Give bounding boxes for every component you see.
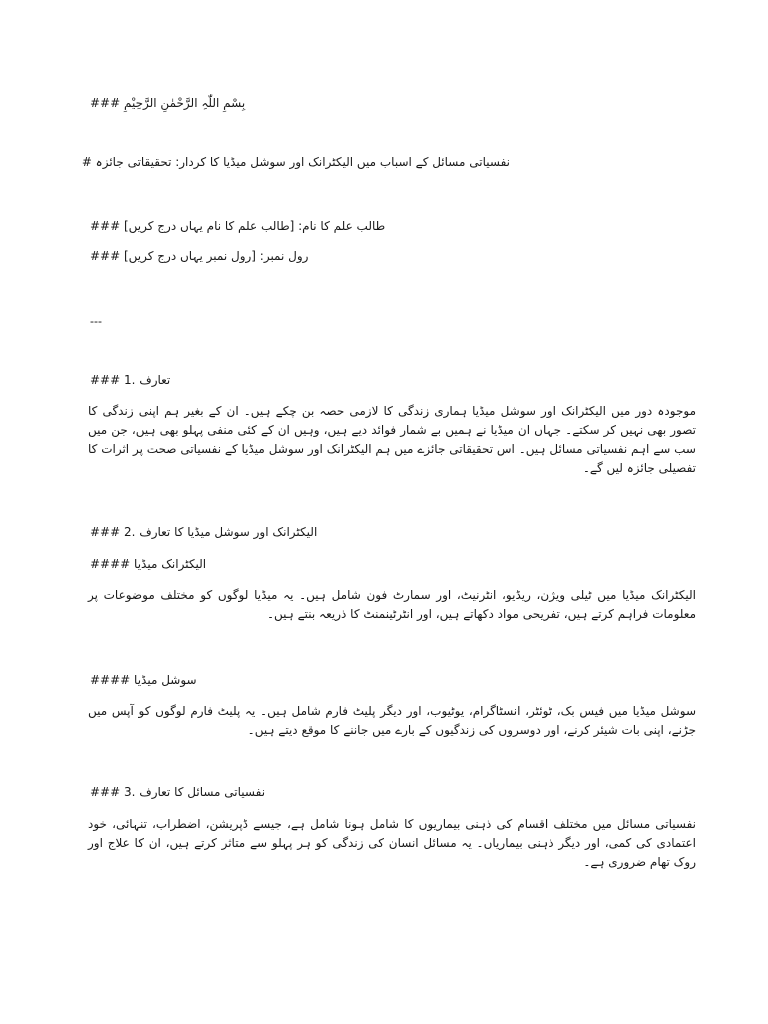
horizontal-divider: --- bbox=[90, 314, 102, 328]
social-media-paragraph: سوشل میڈیا میں فیس بک، ٹوئٹر، انسٹاگرام، یوٹیوب، اور دیگر پلیٹ فارم شامل ہیں۔ یہ پلیٹ فارم لوگوں کو آپس میں جڑنے، اپنی بات شیئر کرنے، اور دوسروں کی زندگیوں کے بارے میں جاننے کا موقع دیتے ہیں۔ bbox=[88, 704, 696, 737]
bismillah-heading: بِسْمِ اللّٰہِ الرَّحْمٰنِ الرَّحِیْمِ ### bbox=[90, 96, 246, 110]
roll-number-field: رول نمبر: [رول نمبر یہاں درج کریں] ### bbox=[90, 249, 309, 263]
social-media-subheading: سوشل میڈیا #### bbox=[90, 673, 197, 687]
section-3-heading: نفسیاتی مسائل کا تعارف .3 ### bbox=[90, 785, 266, 799]
section-1-heading: تعارف .1 ### bbox=[90, 373, 171, 387]
section-2-heading: الیکٹرانک اور سوشل میڈیا کا تعارف .2 ### bbox=[90, 525, 318, 539]
section-3-paragraph: نفسیاتی مسائل میں مختلف اقسام کی ذہنی بیماریوں کا شامل ہونا شامل ہے، جیسے ڈپریشن، اضطراب، تنہائی، خود اعتمادی کی کمی، اور دیگر ذہنی بیماریاں۔ یہ مسائل انسان کی زندگی کو ہر پہلو سے متاثر کرتے ہیں، ان کا علاج اور روک تھام ضروری ہے۔ bbox=[88, 817, 696, 869]
electronic-media-subheading: الیکٹرانک میڈیا #### bbox=[90, 557, 207, 571]
student-name-field: طالب علم کا نام: [طالب علم کا نام یہاں درج کریں] ### bbox=[90, 219, 386, 233]
electronic-media-paragraph: الیکٹرانک میڈیا میں ٹیلی ویژن، ریڈیو، انٹرنیٹ، اور سمارٹ فون شامل ہیں۔ یہ میڈیا لوگوں کو مختلف موضوعات پر معلومات فراہم کرتے ہیں، تفریحی مواد دکھاتے ہیں، اور انٹرٹینمنٹ کا ذریعہ بنتے ہیں۔ bbox=[88, 588, 696, 621]
document-title: نفسیاتی مسائل کے اسباب میں الیکٹرانک اور سوشل میڈیا کا کردار: تحقیقاتی جائزہ # bbox=[81, 155, 510, 169]
section-1-paragraph: موجودہ دور میں الیکٹرانک اور سوشل میڈیا ہماری زندگی کا لازمی حصہ بن چکے ہیں۔ ان کے بغیر ہم اپنی زندگی کا تصور بھی نہیں کر سکتے۔ جہاں ان میڈیا نے ہمیں بے شمار فوائد دیے ہیں، وہیں ان کے کئی منفی پہلو بھی ہیں، جن میں سب سے اہم نفسیاتی مسائل ہیں۔ اس تحقیقاتی جائزے میں ہم الیکٹرانک اور سوشل میڈیا کے نفسیاتی صحت پر اثرات کا تفصیلی جائزہ لیں گے۔ bbox=[88, 404, 696, 475]
